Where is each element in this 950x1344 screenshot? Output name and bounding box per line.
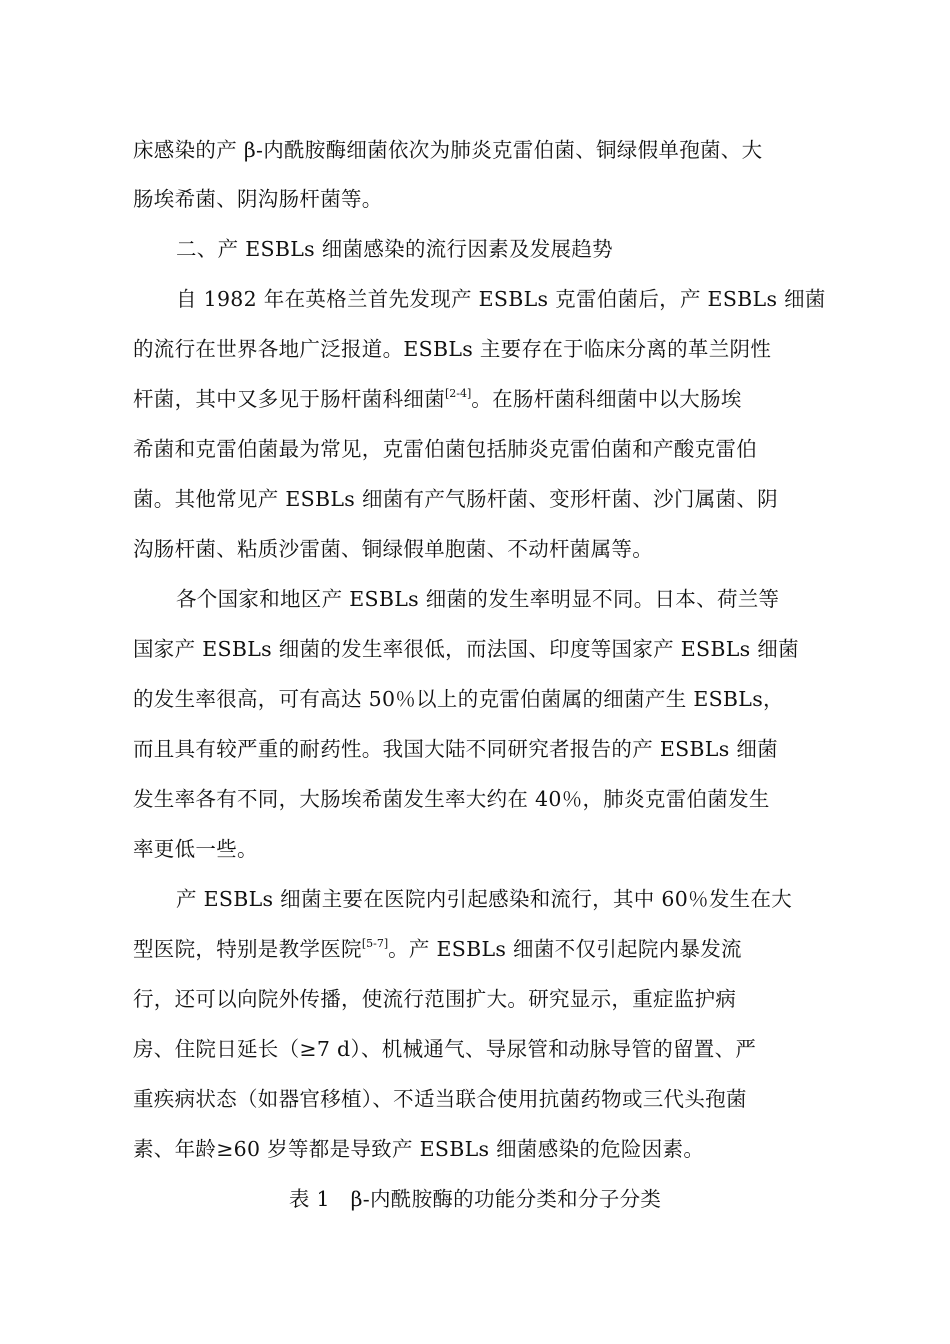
text-line: 菌。其他常见产 ESBLs 细菌有产气肠杆菌、变形杆菌、沙门属菌、阴 [133, 487, 778, 511]
text-line-with-citation [133, 386, 742, 416]
text-segment: 杆菌，其中又多见于肠杆菌科细菌 [133, 387, 445, 411]
citation-ref: [5-7] [361, 937, 389, 950]
text-segment: 。产 ESBLs 细菌不仅引起院内暴发流 [388, 937, 742, 961]
text-line: 房、住院日延长（≥7 d）、机械通气、导尿管和动脉导管的留置、严 [133, 1037, 757, 1061]
text-line: 的流行在世界各地广泛报道。ESBLs 主要存在于临床分离的革兰阴性 [133, 337, 772, 361]
text-line: 床感染的产 β-内酰胺酶细菌依次为肺炎克雷伯菌、铜绿假单孢菌、大 [133, 138, 763, 162]
text-line: 肠埃希菌、阴沟肠杆菌等。 [133, 187, 383, 211]
citation-ref: [2-4] [445, 387, 472, 400]
text-line: 各个国家和地区产 ESBLs 细菌的发生率明显不同。日本、荷兰等 [176, 587, 780, 611]
text-line: 率更低一些。 [133, 837, 258, 861]
text-line: 国家产 ESBLs 细菌的发生率很低，而法国、印度等国家产 ESBLs 细菌 [133, 637, 799, 661]
text-line: 自 1982 年在英格兰首先发现产 ESBLs 克雷伯菌后，产 ESBLs 细菌 [176, 287, 826, 311]
text-segment: 。在肠杆菌科细菌中以大肠埃 [471, 387, 742, 411]
text-line: 沟肠杆菌、粘质沙雷菌、铜绿假单胞菌、不动杆菌属等。 [133, 537, 653, 561]
text-line: 重疾病状态（如器官移植）、不适当联合使用抗菌药物或三代头孢菌 [133, 1087, 747, 1111]
table-caption: 表 1 β-内酰胺酶的功能分类和分子分类 [288, 1187, 662, 1211]
text-line: 素、年龄≥60 岁等都是导致产 ESBLs 细菌感染的危险因素。 [133, 1137, 705, 1161]
section-heading: 二、产 ESBLs 细菌感染的流行因素及发展趋势 [176, 237, 613, 261]
text-line: 产 ESBLs 细菌主要在医院内引起感染和流行，其中 60％发生在大 [176, 887, 793, 911]
text-line: 行，还可以向院外传播，使流行范围扩大。研究显示，重症监护病 [133, 987, 737, 1011]
text-line: 希菌和克雷伯菌最为常见，克雷伯菌包括肺炎克雷伯菌和产酸克雷伯 [133, 437, 757, 461]
text-line-with-citation [133, 936, 742, 966]
text-segment: 型医院，特别是教学医院 [133, 937, 362, 961]
text-line: 发生率各有不同，大肠埃希菌发生率大约在 40％，肺炎克雷伯菌发生 [133, 787, 770, 811]
text-line: 的发生率很高，可有高达 50％以上的克雷伯菌属的细菌产生 ESBLs， [133, 687, 784, 711]
text-line: 而且具有较严重的耐药性。我国大陆不同研究者报告的产 ESBLs 细菌 [133, 737, 778, 761]
